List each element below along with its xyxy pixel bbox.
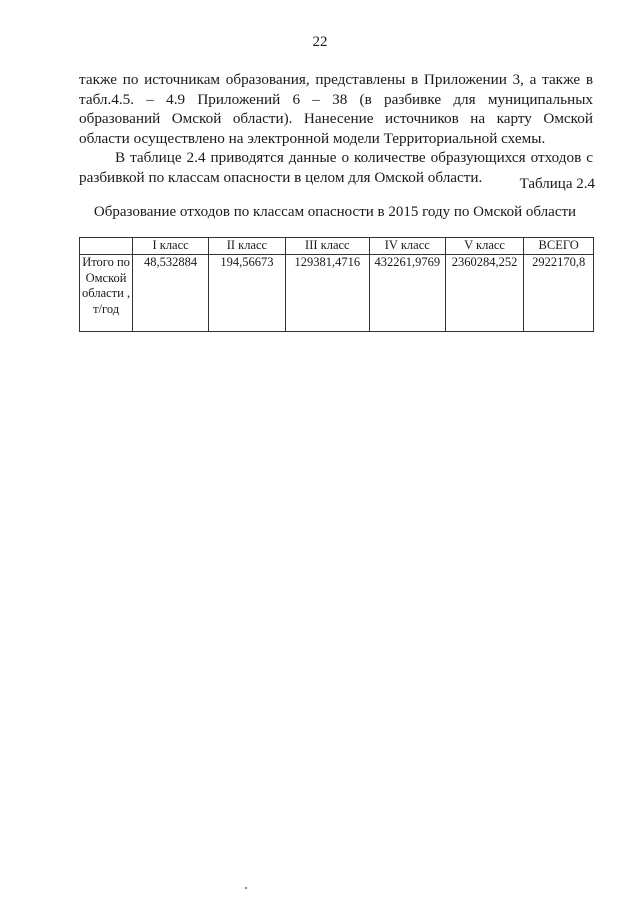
table-cell: 2360284,252 (445, 255, 524, 332)
table-header-cell: II класс (209, 238, 286, 255)
waste-classes-table (79, 237, 594, 332)
scan-mark (245, 887, 247, 889)
table-header-row (80, 238, 594, 255)
table-cell: 2922170,8 (524, 255, 594, 332)
table-header-cell (80, 238, 133, 255)
table-caption: Образование отходов по классам опасности в 2015 году по Омской области (93, 204, 577, 220)
page-number: 22 (312, 34, 328, 50)
table-header-cell: I класс (133, 238, 209, 255)
table-header-cell: V класс (445, 238, 524, 255)
table-row (80, 255, 594, 332)
paragraph: В таблице 2.4 приводятся данные о количестве образующихся отходов с разбивкой по классам опасности в целом для Омской области. (79, 149, 593, 186)
table-cell: 432261,9769 (369, 255, 445, 332)
table-header-cell: IV класс (369, 238, 445, 255)
table-cell: 129381,4716 (285, 255, 369, 332)
table-cell: 194,56673 (209, 255, 286, 332)
table-label: Таблица 2.4 (519, 176, 595, 192)
table-header-cell: ВСЕГО (524, 238, 594, 255)
row-label-cell: Итого по Омской области , т/год (80, 255, 133, 332)
body-text (79, 70, 593, 187)
paragraph: также по источникам образования, представлены в Приложении 3, а также в табл.4.5. – 4.9 Приложений 6 – 38 (в разбивке для муниципальных образований Омской области). Нанесение источников на карту Омской области осуществлено на электронной модели Территориальной схемы. (79, 71, 593, 147)
table-cell: 48,532884 (133, 255, 209, 332)
table-header-cell: III класс (285, 238, 369, 255)
